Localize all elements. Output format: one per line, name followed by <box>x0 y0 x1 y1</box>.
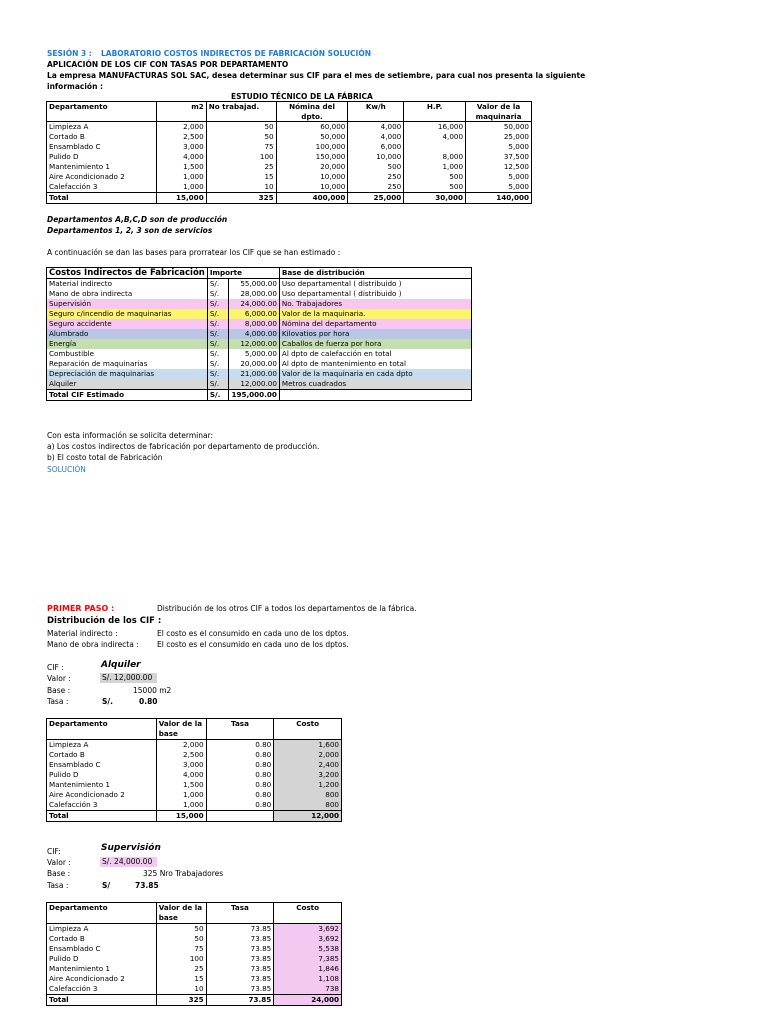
row-label: Ensamblado C <box>47 944 157 954</box>
table-row <box>47 122 532 133</box>
table-cell: 500 <box>404 182 466 193</box>
study-header-workers: No trabajad. <box>206 102 276 122</box>
cif-row <box>47 289 472 299</box>
table-cell: 73.85 <box>206 934 274 944</box>
note-production: Departamentos A,B,C,D son de producción <box>47 215 228 224</box>
cif-base: Al dpto de calefacción en total <box>279 349 471 359</box>
table-cell: 0.80 <box>206 780 274 790</box>
table-cell: 4,000 <box>156 152 206 162</box>
cif-base: Valor de la maquinaria en cada dpto <box>279 369 471 379</box>
cif-amount: 5,000.00 <box>229 349 279 359</box>
table-cell: 60,000 <box>276 122 348 133</box>
table-cell: 2,500 <box>156 750 206 760</box>
cif-amount: 55,000.00 <box>229 279 279 290</box>
table-cell: 250 <box>348 172 404 182</box>
table-cell: 2,500 <box>156 132 206 142</box>
table-cell: 7,385 <box>274 954 342 964</box>
row-label: Aire Acondicionado 2 <box>47 172 157 182</box>
table-cell: 0.80 <box>206 770 274 780</box>
row-label: Pulido D <box>47 954 157 964</box>
total-cell: 140,000 <box>466 193 532 204</box>
alquiler-base-label: Base : <box>47 686 71 695</box>
alquiler-tasa-label: Tasa : <box>47 697 69 706</box>
total-label: Total <box>47 811 157 822</box>
table-cell: 2,000 <box>274 750 342 760</box>
cif-header-name: Costos Indirectos de Fabricación <box>47 268 208 279</box>
table-row <box>47 924 342 935</box>
cif-currency: S/. <box>207 309 229 319</box>
table-cell: 4,000 <box>156 770 206 780</box>
row-label: Ensamblado C <box>47 760 157 770</box>
table-cell: 100,000 <box>276 142 348 152</box>
table-cell: 0.80 <box>206 740 274 751</box>
table-cell: 1,846 <box>274 964 342 974</box>
supervision-header-rate: Tasa <box>206 903 274 924</box>
row-label: Calefacción 3 <box>47 800 157 811</box>
table-row <box>47 934 342 944</box>
table-cell: 1,000 <box>156 800 206 811</box>
cif-row <box>47 299 472 309</box>
table-cell: 75 <box>156 944 206 954</box>
supervision-valor: S/. 24,000.00 <box>100 857 157 867</box>
table-cell: 10,000 <box>348 152 404 162</box>
cif-header-base: Base de distribución <box>279 268 471 279</box>
cif-row <box>47 309 472 319</box>
cif-base: Valor de la maquinaria. <box>279 309 471 319</box>
table-cell: 0.80 <box>206 790 274 800</box>
cif-name: Depreciación de maquinarias <box>47 369 208 379</box>
cif-name: Combustible <box>47 349 208 359</box>
table-cell: 738 <box>274 984 342 995</box>
cif-row <box>47 379 472 390</box>
cif-row <box>47 319 472 329</box>
table-cell: 25 <box>156 964 206 974</box>
cif-amount: 20,000.00 <box>229 359 279 369</box>
total-cell: 12,000 <box>274 811 342 822</box>
table-cell: 2,000 <box>156 122 206 133</box>
table-cell: 5,000 <box>466 182 532 193</box>
cif-amount: 12,000.00 <box>229 339 279 349</box>
table-cell: 50 <box>156 924 206 935</box>
table-row <box>47 800 342 811</box>
table-cell: 4,000 <box>348 122 404 133</box>
cif-table <box>46 267 472 401</box>
table-cell: 50 <box>156 934 206 944</box>
table-cell: 0.80 <box>206 750 274 760</box>
cif-name: Supervisión <box>47 299 208 309</box>
study-header-hp: H.P. <box>404 102 466 122</box>
alquiler-valor-label: Valor : <box>47 674 71 683</box>
table-cell: 3,000 <box>156 760 206 770</box>
table-cell: 50,000 <box>276 132 348 142</box>
table-cell: 73.85 <box>206 984 274 995</box>
supervision-cif-name: Supervisión <box>101 843 161 853</box>
table-row <box>47 974 342 984</box>
total-cell: 30,000 <box>404 193 466 204</box>
table-row <box>47 760 342 770</box>
row-label: Calefacción 3 <box>47 984 157 995</box>
cif-name: Reparación de maquinarias <box>47 359 208 369</box>
cif-row <box>47 339 472 349</box>
table-row <box>47 790 342 800</box>
table-row <box>47 770 342 780</box>
cif-amount: 6,000.00 <box>229 309 279 319</box>
study-header-dept: Departamento <box>47 102 157 122</box>
alquiler-valor: S/. 12,000.00 <box>100 673 157 683</box>
table-cell: 3,692 <box>274 924 342 935</box>
table-cell: 1,000 <box>156 172 206 182</box>
alquiler-cif-label: CIF : <box>47 663 64 672</box>
supervision-tasa: 73.85 <box>135 881 159 890</box>
cif-amount: 4,000.00 <box>229 329 279 339</box>
alquiler-header-base: Valor de la base <box>156 719 206 740</box>
cif-base: Caballos de fuerza por hora <box>279 339 471 349</box>
table-total-row <box>47 995 342 1006</box>
table-row <box>47 740 342 751</box>
table-row <box>47 750 342 760</box>
table-cell: 1,200 <box>274 780 342 790</box>
dist-title: Distribución de los CIF : <box>47 616 162 626</box>
total-cell: 325 <box>206 193 276 204</box>
total-cell: 15,000 <box>156 193 206 204</box>
supervision-valor-label: Valor : <box>47 858 71 867</box>
cif-amount: 28,000.00 <box>229 289 279 299</box>
alquiler-tasa-currency: S/. <box>102 697 113 706</box>
table-cell: 25 <box>206 162 276 172</box>
table-cell: 10 <box>156 984 206 995</box>
cif-name: Alumbrado <box>47 329 208 339</box>
table-cell: 1,000 <box>156 182 206 193</box>
supervision-header-base: Valor de la base <box>156 903 206 924</box>
study-header-kwh: Kw/h <box>348 102 404 122</box>
study-title: ESTUDIO TÉCNICO DE LA FÁBRICA <box>231 92 373 101</box>
table-row <box>47 944 342 954</box>
table-row <box>47 172 532 182</box>
table-cell: 4,000 <box>404 132 466 142</box>
cif-base: Al dpto de mantenimiento en total <box>279 359 471 369</box>
cif-row <box>47 359 472 369</box>
cif-currency: S/. <box>207 299 229 309</box>
cif-name: Alquiler <box>47 379 208 390</box>
table-cell: 2,000 <box>156 740 206 751</box>
table-cell: 25,000 <box>466 132 532 142</box>
total-cell: 25,000 <box>348 193 404 204</box>
step1-desc: Distribución de los otros CIF a todos los departamentos de la fábrica. <box>157 604 417 613</box>
row-label: Limpieza A <box>47 740 157 751</box>
table-cell: 3,692 <box>274 934 342 944</box>
supervision-table <box>46 902 342 1006</box>
cif-name: Material indirecto <box>47 279 208 290</box>
table-cell: 20,000 <box>276 162 348 172</box>
row-label: Mantenimiento 1 <box>47 964 157 974</box>
request-line-2: a) Los costos indirectos de fabricación por departamento de producción. <box>47 442 320 451</box>
cif-amount: 8,000.00 <box>229 319 279 329</box>
mat-desc: El costo es el consumido en cada uno de los dptos. <box>157 629 349 638</box>
table-row <box>47 142 532 152</box>
total-cell <box>206 811 274 822</box>
cif-row <box>47 279 472 290</box>
total-label: Total <box>47 995 157 1006</box>
supervision-base: 325 Nro Trabajadores <box>143 869 224 878</box>
row-label: Limpieza A <box>47 924 157 935</box>
row-label: Limpieza A <box>47 122 157 133</box>
cif-total-currency: S/. <box>207 390 229 401</box>
total-cell: 15,000 <box>156 811 206 822</box>
cif-currency: S/. <box>207 359 229 369</box>
cif-header-amount: Importe <box>207 268 279 279</box>
table-cell: 73.85 <box>206 974 274 984</box>
total-cell: 400,000 <box>276 193 348 204</box>
supervision-cif-label: CIF: <box>47 847 61 856</box>
table-cell: 800 <box>274 790 342 800</box>
table-cell: 1,108 <box>274 974 342 984</box>
row-label: Aire Acondicionado 2 <box>47 790 157 800</box>
mo-label: Mano de obra indirecta : <box>47 640 139 649</box>
cif-total-label: Total CIF Estimado <box>47 390 208 401</box>
table-cell: 73.85 <box>206 944 274 954</box>
table-cell: 50 <box>206 122 276 133</box>
table-cell: 800 <box>274 800 342 811</box>
row-label: Cortado B <box>47 934 157 944</box>
cif-currency: S/. <box>207 339 229 349</box>
table-cell: 0.80 <box>206 800 274 811</box>
intro-line-2: información : <box>47 82 104 91</box>
cif-base: No. Trabajadores <box>279 299 471 309</box>
table-total-row <box>47 193 532 204</box>
row-label: Aire Acondicionado 2 <box>47 974 157 984</box>
alquiler-base: 15000 m2 <box>133 686 172 695</box>
table-cell: 500 <box>404 172 466 182</box>
table-row <box>47 964 342 974</box>
row-label: Cortado B <box>47 132 157 142</box>
row-label: Ensamblado C <box>47 142 157 152</box>
cif-row <box>47 329 472 339</box>
table-cell: 15 <box>156 974 206 984</box>
cif-row <box>47 349 472 359</box>
table-cell: 1,000 <box>404 162 466 172</box>
alquiler-tasa: 0.80 <box>139 697 158 706</box>
session-label: SESIÓN 3 : <box>47 49 92 58</box>
cif-name: Seguro accidente <box>47 319 208 329</box>
table-row <box>47 132 532 142</box>
table-cell: 50,000 <box>466 122 532 133</box>
session-title: LABORATORIO COSTOS INDIRECTOS DE FABRICACIÓN SOLUCIÓN <box>101 49 371 58</box>
table-cell: 150,000 <box>276 152 348 162</box>
cif-base: Nómina del departamento <box>279 319 471 329</box>
table-cell: 16,000 <box>404 122 466 133</box>
supervision-header-dept: Departamento <box>47 903 157 924</box>
cif-base: Metros cuadrados <box>279 379 471 390</box>
alquiler-header-rate: Tasa <box>206 719 274 740</box>
bases-intro: A continuación se dan las bases para prorratear los CIF que se han estimado : <box>47 248 341 257</box>
table-row <box>47 780 342 790</box>
table-cell: 10 <box>206 182 276 193</box>
study-table <box>46 101 532 204</box>
table-cell: 12,500 <box>466 162 532 172</box>
table-cell: 1,500 <box>156 780 206 790</box>
cif-currency: S/. <box>207 289 229 299</box>
study-header-m2: m2 <box>156 102 206 122</box>
table-cell: 8,000 <box>404 152 466 162</box>
row-label: Calefacción 3 <box>47 182 157 193</box>
alquiler-header-dept: Departamento <box>47 719 157 740</box>
intro-line-1: La empresa MANUFACTURAS SOL SAC, desea determinar sus CIF para el mes de setiembre, para cual nos presenta la siguiente <box>47 71 586 80</box>
mat-label: Material indirecto : <box>47 629 118 638</box>
study-header-payroll: Nómina del dpto. <box>276 102 348 122</box>
table-cell: 1,500 <box>156 162 206 172</box>
cif-base: Uso departamental ( distribuido ) <box>279 279 471 290</box>
cif-name: Seguro c/incendio de maquinarias <box>47 309 208 319</box>
table-cell: 73.85 <box>206 924 274 935</box>
cif-currency: S/. <box>207 379 229 390</box>
table-cell: 0.80 <box>206 760 274 770</box>
request-line-1: Con esta información se solicita determinar: <box>47 431 214 440</box>
table-cell: 3,200 <box>274 770 342 780</box>
total-cell: 24,000 <box>274 995 342 1006</box>
table-total-row <box>47 811 342 822</box>
solution-label: SOLUCIÓN <box>47 465 86 474</box>
table-cell: 73.85 <box>206 954 274 964</box>
table-cell: 2,400 <box>274 760 342 770</box>
cif-currency: S/. <box>207 329 229 339</box>
row-label: Pulido D <box>47 770 157 780</box>
cif-amount: 12,000.00 <box>229 379 279 390</box>
cif-row <box>47 369 472 379</box>
cif-base: Kilovatios por hora <box>279 329 471 339</box>
cif-currency: S/. <box>207 279 229 290</box>
cif-total-base <box>279 390 471 401</box>
table-cell: 100 <box>206 152 276 162</box>
table-cell: 37,500 <box>466 152 532 162</box>
table-row <box>47 182 532 193</box>
cif-base: Uso departamental ( distribuido ) <box>279 289 471 299</box>
row-label: Mantenimiento 1 <box>47 780 157 790</box>
table-row <box>47 162 532 172</box>
table-row <box>47 152 532 162</box>
table-cell: 100 <box>156 954 206 964</box>
cif-currency: S/. <box>207 369 229 379</box>
supervision-tasa-currency: S/ <box>102 881 111 890</box>
table-cell: 250 <box>348 182 404 193</box>
subtitle: APLICACIÓN DE LOS CIF CON TASAS POR DEPARTAMENTO <box>47 60 289 69</box>
cif-currency: S/. <box>207 349 229 359</box>
row-label: Mantenimiento 1 <box>47 162 157 172</box>
alquiler-table <box>46 718 342 822</box>
request-line-3: b) El costo total de Fabricación <box>47 453 163 462</box>
cif-total-amount: 195,000.00 <box>229 390 279 401</box>
supervision-tasa-label: Tasa : <box>47 881 69 890</box>
total-cell: 73.85 <box>206 995 274 1006</box>
table-cell: 1,600 <box>274 740 342 751</box>
study-header-machinery: Valor de la maquinaria <box>466 102 532 122</box>
row-label: Cortado B <box>47 750 157 760</box>
table-cell: 73.85 <box>206 964 274 974</box>
table-cell: 10,000 <box>276 182 348 193</box>
table-cell: 5,538 <box>274 944 342 954</box>
table-cell: 75 <box>206 142 276 152</box>
table-cell: 1,000 <box>156 790 206 800</box>
table-cell: 5,000 <box>466 142 532 152</box>
cif-name: Energía <box>47 339 208 349</box>
alquiler-header-cost: Costo <box>274 719 342 740</box>
alquiler-cif-name: Alquiler <box>101 660 141 670</box>
table-cell: 10,000 <box>276 172 348 182</box>
table-row <box>47 984 342 995</box>
mo-desc: El costo es el consumido en cada uno de los dptos. <box>157 640 349 649</box>
supervision-base-label: Base : <box>47 869 71 878</box>
table-cell: 15 <box>206 172 276 182</box>
table-cell: 5,000 <box>466 172 532 182</box>
cif-amount: 21,000.00 <box>229 369 279 379</box>
table-row <box>47 954 342 964</box>
table-cell: 500 <box>348 162 404 172</box>
cif-name: Mano de obra indirecta <box>47 289 208 299</box>
table-cell: 3,000 <box>156 142 206 152</box>
step1-label: PRIMER PASO : <box>47 604 115 613</box>
cif-amount: 24,000.00 <box>229 299 279 309</box>
note-services: Departamentos 1, 2, 3 son de servicios <box>47 226 213 235</box>
total-cell: 325 <box>156 995 206 1006</box>
table-cell: 6,000 <box>348 142 404 152</box>
table-cell <box>404 142 466 152</box>
table-cell: 50 <box>206 132 276 142</box>
row-label: Pulido D <box>47 152 157 162</box>
supervision-header-cost: Costo <box>274 903 342 924</box>
cif-currency: S/. <box>207 319 229 329</box>
total-label: Total <box>47 193 157 204</box>
table-cell: 4,000 <box>348 132 404 142</box>
